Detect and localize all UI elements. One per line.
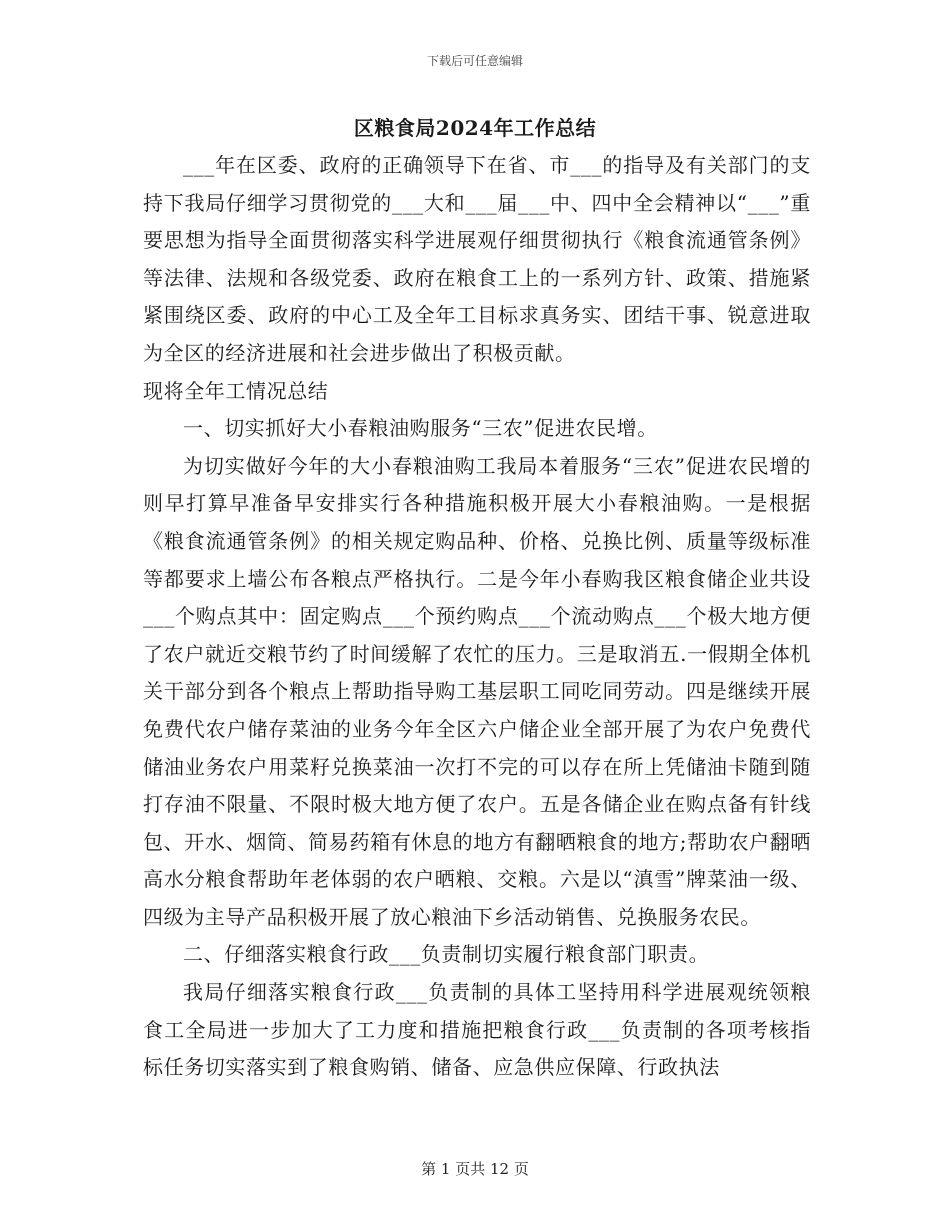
paragraph-section-2: 我局仔细落实粮食行政___负责制的具体工坚持用科学进展观统领粮食工全局进一步加大了工力度和措施把粮食行政___负责制的各项考核指标任务切实落实到了粮食购销、储备、应急供应保障、行政执法	[143, 980, 811, 1080]
section-heading-2: 二、仔细落实粮食行政___负责制切实履行粮食部门职责。	[183, 942, 710, 967]
paragraph-intro: ___年在区委、政府的正确领导下在省、市___的指导及有关部门的支持下我局仔细学习贯彻党的___大和___届___中、四中全会精神以“___”重要思想为指导全面贯彻落实科学进展观仔细贯彻执行《粮食流通管条例》等法律、法规和各级党委、政府在粮食工上的一系列方针、政策、措施紧紧围绕区委、政府的中心工及全年工目标求真务实、团结干事、锐意进取为全区的经济进展和社会进步做出了积极贡献。	[143, 153, 811, 365]
document-body	[143, 147, 811, 1087]
document-title: 区粮食局2024年工作总结	[353, 116, 597, 140]
page-header: 下载后可任意编辑	[426, 54, 523, 68]
paragraph-section-1: 为切实做好今年的大小春粮油购工我局本着服务“三农”促进农民增的则早打算早准备早安排实行各种措施积极开展大小春粮油购。一是根据《粮食流通管条例》的相关规定购品种、价格、兑换比例、质量等级标准等都要求上墙公布各粮点严格执行。二是今年小春购我区粮食储企业共设___个购点其中：固定购点___个预约购点___个流动购点___个极大地方便了农户就近交粮节约了时间缓解了农忙的压力。三是取消五.一假期全体机关干部分到各个粮点上帮助指导购工基层职工同吃同劳动。四是继续开展免费代农户储存菜油的业务今年全区六户储企业全部开展了为农户免费代储油业务农户用菜籽兑换菜油一次打不完的可以存在所上凭储油卡随到随打存油不限量、不限时极大地方便了农户。五是各储企业在购点备有针线包、开水、烟筒、简易药箱有休息的地方有翻晒粮食的地方;帮助农户翻晒高水分粮食帮助年老体弱的农户晒粮、交粮。六是以“滇雪”牌菜油一级、四级为主导产品积极开展了放心粮油下乡活动销售、兑换服务农民。	[143, 453, 811, 929]
paragraph-summary-lead: 现将全年工情况总结	[143, 378, 329, 403]
page-footer: 第 1 页共 12 页	[421, 1160, 529, 1178]
section-heading-1: 一、切实抓好大小春粮油购服务“三农”促进农民增。	[183, 416, 658, 441]
